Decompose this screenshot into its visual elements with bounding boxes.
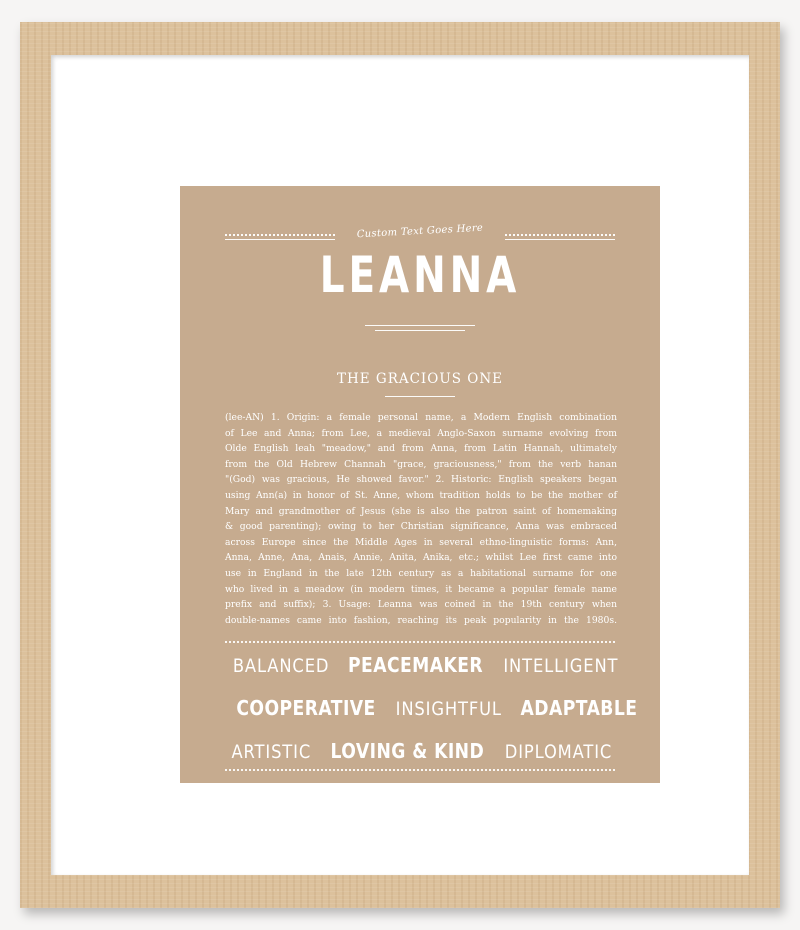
definition-line: of Lee and Anna; from Lee, a medieval Anglo-Saxon surname evolving from <box>225 427 617 439</box>
definition-line: & good parenting); owing to her Christian significance, Anna was embraced <box>225 521 617 533</box>
definition-line: use in England in the late 12th century as a habitational surname for one <box>225 567 617 579</box>
trait-word: BALANCED <box>232 655 330 677</box>
traits-row <box>225 739 615 763</box>
wooden-frame <box>20 22 780 908</box>
definition-line: who lived in a meadow (in modern times, it became a popular female name <box>225 583 617 595</box>
trait-word: ADAPTABLE <box>520 696 638 720</box>
trait-word: COOPERATIVE <box>236 696 376 720</box>
traits-row <box>225 653 619 677</box>
trait-word: INTELLIGENT <box>503 655 619 677</box>
definition-line: (lee-AN) 1. Origin: a female personal name, a Modern English combination <box>225 412 617 423</box>
decorative-rule-right <box>505 234 615 240</box>
white-mat <box>51 55 749 875</box>
custom-text: Custom Text Goes Here <box>356 222 484 241</box>
definition-line: prefix and suffix); 3. Usage: Leanna was coined in the 19th century when <box>225 599 617 611</box>
name-meaning: THE GRACIOUS ONE <box>336 371 503 387</box>
name-definition <box>225 410 617 628</box>
definition-line: Olde English leah "meadow," and from Anna, from Latin Hannah, ultimately <box>225 443 617 455</box>
trait-word: LOVING & KIND <box>330 739 484 763</box>
dotted-separator <box>225 769 615 771</box>
definition-line: "(God) was gracious, He showed favor." 2. Historic: English speakers began <box>225 474 617 486</box>
trait-word: INSIGHTFUL <box>395 698 502 720</box>
name-title: LEANNA <box>319 246 521 304</box>
dotted-separator <box>225 641 615 643</box>
name-print <box>180 186 660 783</box>
trait-word: PEACEMAKER <box>348 653 484 677</box>
definition-line: Anna, Anne, Ana, Anais, Annie, Anita, Anika, etc.; whilst Lee first came into <box>225 552 617 564</box>
divider-line <box>375 330 465 331</box>
divider-line <box>385 396 455 397</box>
definition-line: across Europe since the Middle Ages in several ethno-linguistic forms: Ann, <box>225 536 617 548</box>
definition-line: double-names came into fashion, reaching its peak popularity in the 1980s. <box>225 614 617 626</box>
trait-word: ARTISTIC <box>231 741 312 763</box>
definition-line: from the Old Hebrew Channah "grace, graciousness," from the verb hanan <box>225 458 617 470</box>
header-row <box>225 222 615 248</box>
divider-line <box>365 325 475 326</box>
decorative-rule-left <box>225 234 335 240</box>
trait-word: DIPLOMATIC <box>505 741 613 763</box>
definition-line: Mary and grandmother of Jesus (she is also the patron saint of homemaking <box>225 505 617 517</box>
definition-line: using Ann(a) in honor of St. Anne, whom tradition holds to be the mother of <box>225 489 617 501</box>
traits-row <box>225 696 638 720</box>
